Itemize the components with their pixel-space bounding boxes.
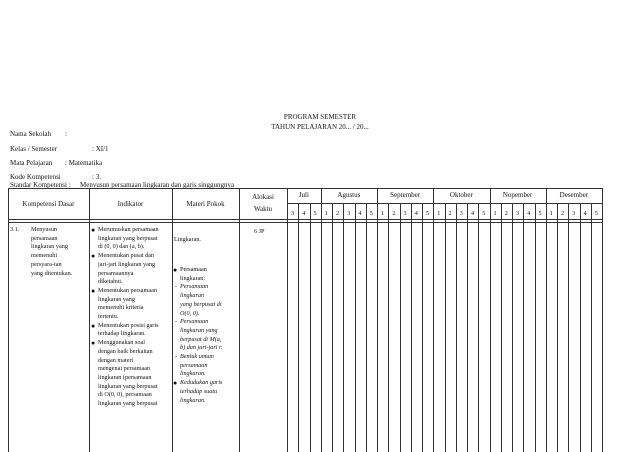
bullet-icon: ● (91, 339, 96, 348)
indikator-line: lingkaran yang berpusat (98, 400, 158, 408)
month-nopember: Nopember (502, 191, 533, 199)
materi-line: Kedudukan garis (180, 379, 223, 387)
indikator-item (91, 286, 172, 322)
week-number: 1 (493, 210, 497, 217)
indikator-item (91, 321, 172, 339)
header-kompetensi-dasar: Kompetensi Dasar (22, 200, 75, 208)
materi-line: lingkaran. (180, 370, 206, 378)
materi-line: Persamaan (180, 266, 207, 273)
indikator-line: Merumuskan persamaan (98, 226, 159, 233)
mapel-value: : Matematika (65, 159, 103, 167)
standar-label: Standar Kompetensi : (10, 181, 71, 189)
bullet-icon: ● (91, 226, 96, 234)
materi-line: lingkaran: (180, 274, 206, 282)
week-number: 3 (290, 210, 295, 217)
indikator-line: memenuhi kriteria (98, 304, 144, 312)
week-border (343, 203, 344, 452)
week-number: 2 (560, 210, 565, 217)
week-border (568, 203, 569, 452)
week-number: 1 (437, 210, 441, 217)
materi-line: Bentuk umum (180, 353, 214, 361)
week-border (332, 203, 333, 452)
week-number: 5 (369, 210, 373, 217)
indikator-line: persamaannya (98, 269, 134, 277)
week-border (591, 203, 592, 452)
indikator-line: dengan baik berkaitan (98, 347, 153, 355)
month-border (321, 188, 322, 452)
month-juli: Juli (298, 191, 309, 199)
indikator-line: terhadap lingkaran. (98, 330, 146, 338)
header-waktu: Waktu (253, 205, 273, 213)
week-number: 5 (594, 210, 598, 217)
week-number: 2 (504, 210, 508, 217)
dash-icon: - (175, 318, 178, 326)
bullet-icon: ● (91, 321, 96, 330)
month-agustus: Agustus (337, 191, 361, 199)
week-number: 5 (313, 210, 317, 217)
week-border (422, 203, 423, 452)
materi-line: lingkaran yang (180, 326, 218, 334)
week-number: 1 (324, 210, 328, 217)
month-border (433, 188, 434, 452)
month-border (490, 188, 491, 452)
week-border (298, 203, 299, 452)
col-border-indikator (172, 188, 173, 452)
week-border (411, 203, 412, 452)
week-number: 5 (425, 210, 430, 217)
month-border (546, 188, 547, 452)
week-number: 3 (459, 210, 463, 217)
week-border (355, 203, 356, 452)
week-border (388, 203, 389, 452)
bullet-icon: ● (173, 379, 178, 388)
materi-line: b) dan jari-jari r. (180, 344, 223, 352)
week-border (445, 203, 446, 452)
nama-sekolah-label: Nama Sekolah (10, 130, 52, 138)
indikator-list (91, 226, 172, 409)
materi-line: yang berpusat di (180, 300, 222, 308)
week-number: 3 (403, 210, 407, 217)
week-number: 4 (358, 210, 362, 217)
indikator-line: Menentukan posisi garis (98, 321, 159, 329)
indikator-item (91, 339, 172, 409)
week-number: 3 (515, 210, 520, 217)
month-oktober: Oktober (449, 191, 473, 199)
indikator-line: di O(0, 0), persamaan (98, 391, 152, 399)
materi-bullet-item (173, 266, 238, 283)
materi-line: O(0, 0). (180, 309, 200, 317)
week-border (400, 203, 401, 452)
month-desember: Desember (559, 191, 589, 199)
dash-icon: - (175, 283, 178, 291)
materi-line: Persamaan (180, 283, 209, 291)
indikator-line: lingkaran yang berpusat (98, 234, 158, 242)
kd-line: memenuhi (31, 252, 58, 260)
week-number: 2 (392, 210, 396, 217)
indikator-line: lingkaran yang berpusat (98, 382, 158, 390)
week-border (557, 203, 558, 452)
indikator-line: Menentukan pusat dan (98, 252, 155, 260)
indikator-line: dengan materi (98, 356, 134, 364)
week-number: 4 (527, 210, 531, 217)
alokasi-value: 6 JP (254, 228, 265, 235)
kelas-label: Kelas / Semester (10, 145, 58, 153)
indikator-item (91, 226, 172, 252)
materi-bullet-item (173, 379, 238, 405)
month-border (377, 188, 378, 452)
week-number: 2 (448, 210, 452, 217)
bullet-icon: ● (173, 266, 178, 274)
standar-value: Menyusun persamaan lingkaran dan garis singgungnya (80, 181, 235, 189)
week-number: 4 (470, 210, 475, 217)
indikator-line: Menentukan persamaan (98, 286, 157, 294)
kode-value: : 3. (92, 173, 101, 181)
week-number: 5 (538, 210, 542, 217)
col-border-kd (89, 188, 90, 452)
kd-number: 3.1. (10, 226, 20, 233)
kode-label: Kode Kompetensi (10, 173, 61, 181)
indikator-line: mengenai persamaan (98, 365, 151, 373)
week-border (580, 203, 581, 452)
week-number: 4 (302, 210, 306, 217)
month-september: September (390, 191, 421, 199)
col-border-alokasi (287, 188, 288, 452)
week-number: 1 (549, 210, 553, 217)
week-number: 3 (572, 210, 576, 217)
materi-line: Persamaan (180, 318, 209, 326)
kd-line: persyara-tan (31, 260, 62, 268)
indikator-line: Menggunakan soal (98, 339, 145, 347)
indikator-line: jari-jari lingkaran yang (98, 260, 156, 268)
header-alokasi: Alokasi (252, 193, 274, 201)
bullet-icon: ● (91, 252, 96, 261)
document-year: TAHUN PELAJARAN 20... / 20... (271, 123, 369, 131)
week-border (456, 203, 457, 452)
indikator-line: di (0, 0) dan (a, b). (98, 243, 145, 251)
mapel-label: Mata Pelajaran (10, 159, 53, 167)
week-border (523, 203, 524, 452)
col-border-materi (239, 188, 240, 452)
header-materi-pokok: Materi Pokok (186, 200, 225, 208)
indikator-item (91, 252, 172, 287)
nama-sekolah-sep: : (65, 130, 67, 138)
indikator-line: lingkaran (persamaan (98, 373, 152, 381)
kelas-value: : XI/1 (92, 145, 109, 153)
indikator-line: lingkaran yang (98, 295, 135, 303)
week-number: 4 (414, 210, 418, 217)
materi-dash-item (175, 353, 238, 379)
materi-line: lingkaran (180, 292, 205, 300)
dash-icon: - (175, 353, 178, 361)
bullet-icon: ● (91, 286, 96, 295)
week-border (535, 203, 536, 452)
materi-line: lingkaran. (180, 396, 206, 404)
materi-dash-item (175, 283, 238, 318)
week-border (512, 203, 513, 452)
materi-heading: Lingkaran. (174, 236, 201, 243)
materi-list (173, 266, 238, 405)
week-number: 5 (482, 210, 486, 217)
kd-line: persamaan (31, 234, 58, 242)
week-border (310, 203, 311, 452)
indikator-line: diketahui. (98, 278, 123, 286)
week-border (467, 203, 468, 452)
kd-text (31, 226, 72, 278)
week-number: 4 (583, 210, 587, 217)
table-left-border (8, 188, 9, 452)
materi-line: persamaan (180, 361, 208, 369)
kd-line: Menyusun (31, 226, 58, 233)
week-number: 3 (347, 210, 351, 217)
materi-dash-item (175, 318, 238, 353)
document-title: PROGRAM SEMESTER (283, 113, 357, 121)
table-top-border (8, 188, 602, 189)
materi-line: berpusat di M(a, (180, 335, 222, 343)
week-number: 1 (380, 210, 385, 217)
week-border (501, 203, 502, 452)
week-border (478, 203, 479, 452)
table-right-border (602, 188, 603, 452)
week-number: 2 (335, 210, 340, 217)
kd-line: yang ditentukan. (31, 269, 73, 277)
indikator-line: tertentu. (98, 313, 119, 321)
kd-line: lingkaran yang (31, 243, 68, 251)
materi-line: terhadap suatu (180, 387, 218, 395)
week-border (366, 203, 367, 452)
header-indikator: Indikator (117, 200, 144, 208)
